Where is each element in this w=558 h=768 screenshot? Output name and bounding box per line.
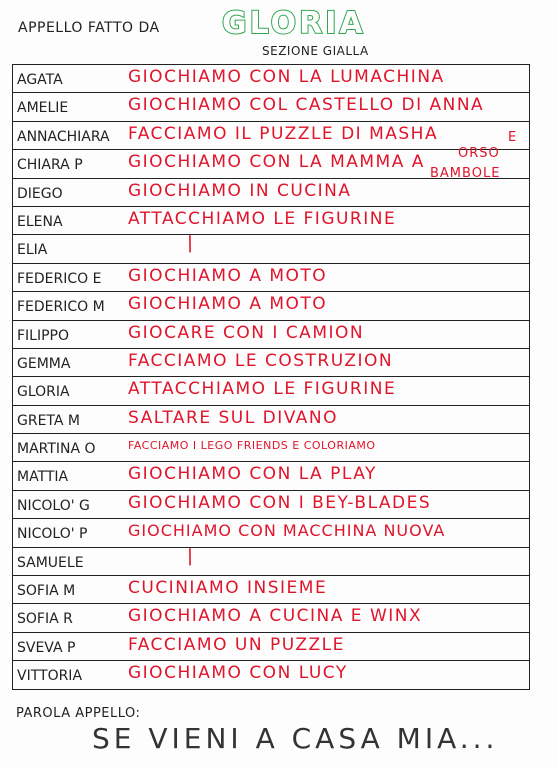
child-name: MARTINA O xyxy=(17,441,96,458)
child-activity: GIOCHIAMO CON LA LUMACHINA xyxy=(128,67,445,87)
table-row xyxy=(13,406,529,434)
child-activity: GIOCHIAMO CON MACCHINA NUOVA xyxy=(128,521,446,541)
child-activity: SALTARE SUL DIVANO xyxy=(128,407,338,428)
child-activity: GIOCHIAMO IN CUCINA xyxy=(128,180,352,201)
table-row xyxy=(13,633,529,661)
table-row xyxy=(13,434,529,462)
child-activity: GIOCARE CON I CAMION xyxy=(128,322,365,343)
note-e: E xyxy=(508,130,518,145)
child-name: MATTIA xyxy=(17,469,69,486)
table-row xyxy=(13,462,529,490)
child-name: SOFIA R xyxy=(17,611,73,628)
absent-mark: / xyxy=(182,230,199,256)
table-row xyxy=(13,179,529,207)
note-bambole: BAMBOLE xyxy=(430,166,501,181)
child-name: GLORIA xyxy=(17,384,70,401)
child-name: GRETA M xyxy=(17,412,80,429)
table-row xyxy=(13,542,529,576)
table-row xyxy=(13,122,529,150)
child-name: ANNACHIARA xyxy=(17,128,110,145)
child-name: FEDERICO E xyxy=(17,270,102,287)
child-activity: CUCINIAMO INSIEME xyxy=(128,578,328,599)
roster-table xyxy=(12,64,530,690)
child-activity: GIOCHIAMO CON I BEY-BLADES xyxy=(128,492,432,513)
child-name: SAMUELE xyxy=(17,554,84,571)
header-label: APPELLO FATTO DA xyxy=(18,20,160,36)
table-row xyxy=(13,519,529,547)
table-row xyxy=(13,93,529,121)
child-activity: GIOCHIAMO COL CASTELLO DI ANNA xyxy=(128,95,485,116)
child-activity: FACCIAMO IL PUZZLE DI MASHA xyxy=(128,123,439,144)
child-name: GEMMA xyxy=(17,355,71,372)
table-row xyxy=(13,321,529,349)
table-row xyxy=(13,491,529,519)
child-name: SOFIA M xyxy=(17,583,76,600)
child-activity: GIOCHIAMO A MOTO xyxy=(128,294,328,315)
table-row xyxy=(13,264,529,292)
child-name: FEDERICO M xyxy=(17,299,105,316)
child-activity: GIOCHIAMO CON LA PLAY xyxy=(128,464,377,485)
note-orso: ORSO xyxy=(458,146,500,161)
child-activity: FACCIAMO UN PUZZLE xyxy=(128,634,345,655)
child-name: VITTORIA xyxy=(17,668,83,685)
header-name: GLORIA xyxy=(222,6,366,41)
absent-mark: / xyxy=(182,542,199,569)
table-row xyxy=(13,377,529,405)
child-activity: GIOCHIAMO CON LUCY xyxy=(128,663,348,684)
child-name: CHIARA P xyxy=(17,157,83,174)
table-row xyxy=(13,230,529,263)
child-name: ELENA xyxy=(17,213,63,230)
child-name: FILIPPO xyxy=(17,327,70,344)
child-name: NICOLO' P xyxy=(17,526,88,543)
child-activity: GIOCHIAMO CON LA MAMMA A xyxy=(128,152,425,173)
table-row xyxy=(13,349,529,377)
table-row xyxy=(13,576,529,604)
child-name: DIEGO xyxy=(17,185,63,202)
table-row xyxy=(13,207,529,235)
table-row xyxy=(13,292,529,320)
child-name: ELIA xyxy=(17,242,48,259)
section-label: SEZIONE GIALLA xyxy=(262,44,369,58)
table-row xyxy=(13,65,529,93)
password-label: PAROLA APPELLO: xyxy=(16,706,141,721)
child-activity: FACCIAMO LE COSTRUZION xyxy=(128,350,394,371)
password-value: SE VIENI A CASA MIA... xyxy=(92,722,499,755)
child-name: SVEVA P xyxy=(17,639,76,656)
child-activity: ATTACCHIAMO LE FIGURINE xyxy=(128,208,397,229)
child-name: AMELIE xyxy=(17,100,69,117)
child-name: AGATA xyxy=(17,72,63,88)
child-activity: ATTACCHIAMO LE FIGURINE xyxy=(128,379,397,400)
child-name: NICOLO' G xyxy=(17,497,90,514)
child-activity: FACCIAMO I LEGO FRIENDS E COLORIAMO xyxy=(128,439,376,453)
child-activity: GIOCHIAMO A MOTO xyxy=(128,265,328,286)
table-row xyxy=(13,661,529,689)
child-activity: GIOCHIAMO A CUCINA E WINX xyxy=(128,606,423,627)
table-row xyxy=(13,604,529,632)
